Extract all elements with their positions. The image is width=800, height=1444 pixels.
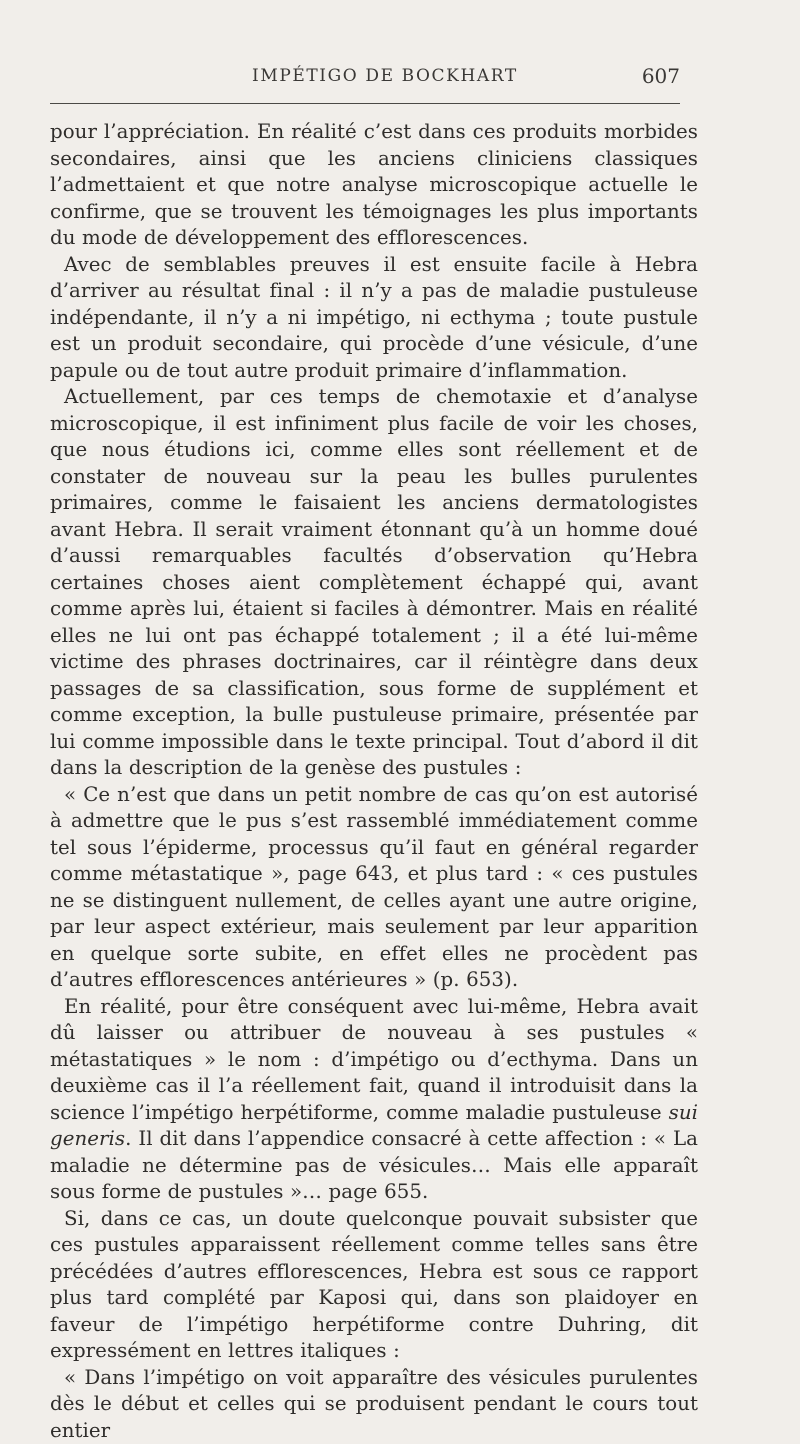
paragraph-4: « Ce n’est que dans un petit nombre de cas qu’on est autorisé à admettre que le pus s’est rassemblé immédiatement comme tel sous l’épiderme, processus qu’il faut en général regarder comme métastatique », page 643, et plus tard : « ces pustules ne se distinguent nullement, de celles ayant une autre origine, par leur aspect extérieur, mais seulement par leur apparition en quelque sorte subite, en effet elles ne procèdent pas d’autres efflorescences antérieures » (p. 653). <box>50 782 698 994</box>
paragraph-5 <box>50 994 698 1206</box>
paragraph-3: Actuellement, par ces temps de chemotaxie et d’analyse microscopique, il est infiniment plus facile de voir les choses, que nous étudions ici, comme elles sont réellement et de constater de nouveau sur la peau les bulles purulentes primaires, comme le faisaient les anciens dermatologistes avant Hebra. Il serait vraiment étonnant qu’à un homme doué d’aussi remarquables facultés d’observation qu’Hebra certaines choses aient complètement échappé qui, avant comme après lui, étaient si faciles à démontrer. Mais en réalité elles ne lui ont pas échappé totalement ; il a été lui-même victime des phrases doctrinaires, car il réintègre dans deux passages de sa classification, sous forme de supplément et comme exception, la bulle pustuleuse primaire, présentée par lui comme impossible dans le texte principal. Tout d’abord il dit dans la description de la genèse des pustules : <box>50 384 698 782</box>
paragraph-5-text-before: En réalité, pour être conséquent avec lui-même, Hebra avait dû laisser ou attribuer de nouveau à ses pustules « métastatiques » le nom : d’impétigo ou d’ecthyma. Dans un deuxième cas il l’a réellement fait, quand il introduisit dans la science l’impétigo herpétiforme, comme maladie pustuleuse <box>50 995 698 1124</box>
running-title: IMPÉTIGO DE BOCKHART <box>252 66 518 86</box>
paragraph-2: Avec de semblables preuves il est ensuite facile à Hebra d’arriver au résultat final : il n’y a pas de maladie pustuleuse indépendante, il n’y a ni impétigo, ni ecthyma ; toute pustule est un produit secondaire, qui procède d’une vésicule, d’une papule ou de tout autre produit primaire d’inflammation. <box>50 252 698 385</box>
page-number: 607 <box>642 64 680 88</box>
paragraph-5-italic: sui generis <box>50 1101 698 1151</box>
paragraph-6: Si, dans ce cas, un doute quelconque pouvait subsister que ces pustules apparaissent réellement comme telles sans être précédées d’autres efflorescences, Hebra est sous ce rapport plus tard complété par Kaposi qui, dans son plaidoyer en faveur de l’impétigo herpétiforme contre Duhring, dit expressément en lettres italiques : <box>50 1206 698 1365</box>
page-body <box>50 119 698 1444</box>
header-rule <box>50 103 680 104</box>
paragraph-7: « Dans l’impétigo on voit apparaître des vésicules purulentes dès le début et celles qui se produisent pendant le cours tout entier <box>50 1365 698 1444</box>
paragraph-5-text-after: . Il dit dans l’appendice consacré à cette affection : « La maladie ne détermine pas de vésicules… Mais elle apparaît sous forme de pustules »… page 655. <box>50 1127 698 1203</box>
paragraph-1: pour l’appréciation. En réalité c’est dans ces produits morbides secondaires, ainsi que les anciens cliniciens classiques l’admettaient et que notre analyse microscopique actuelle le confirme, que se trouvent les témoignages les plus importants du mode de développement des efflorescences. <box>50 119 698 252</box>
page-header <box>50 64 680 92</box>
